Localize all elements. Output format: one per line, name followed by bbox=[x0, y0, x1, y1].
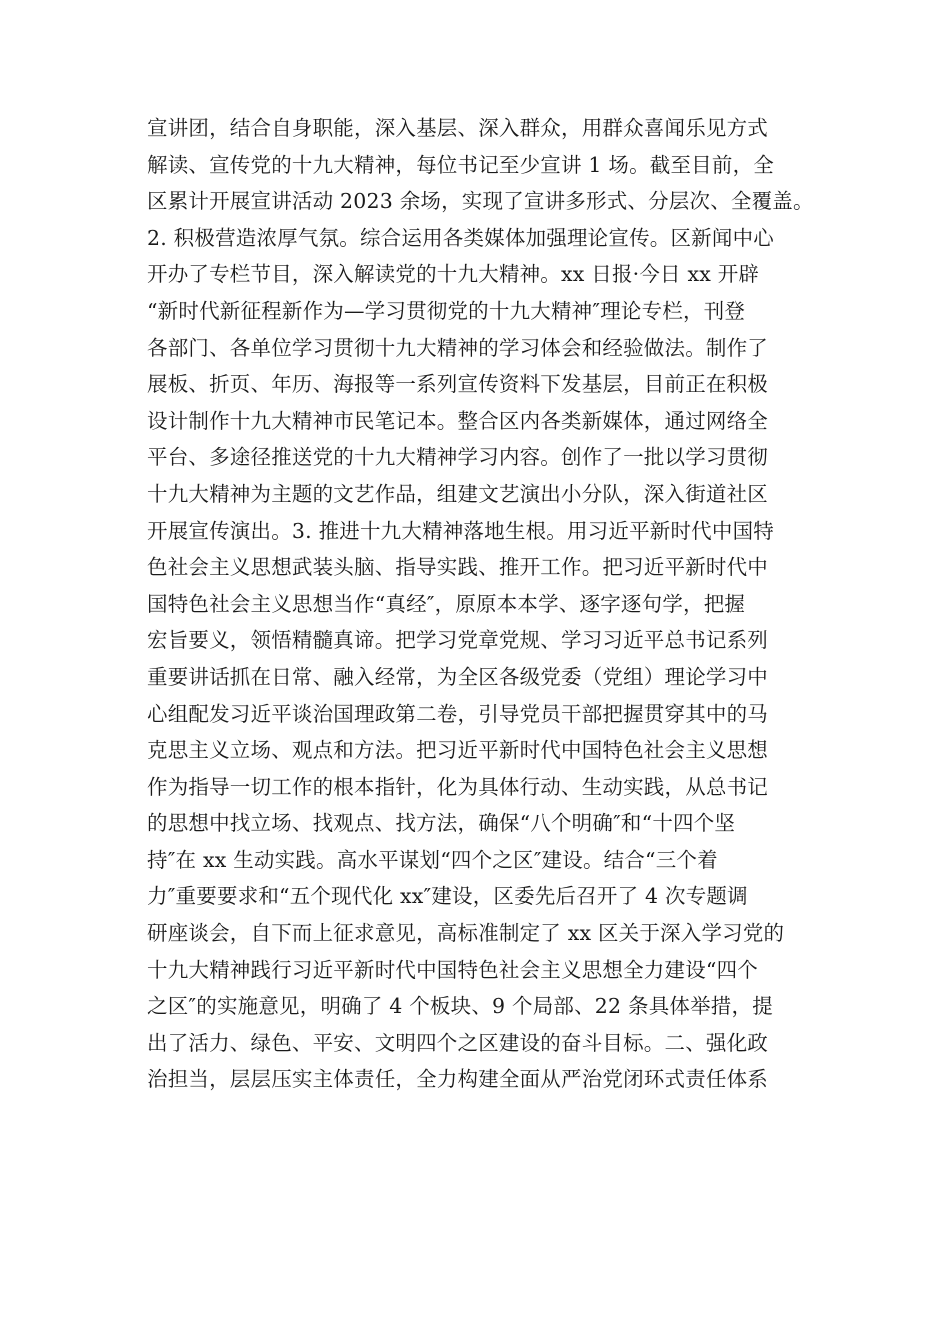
text-line: 国特色社会主义思想当作“真经″，原原本本学、逐字逐句学，把握 bbox=[147, 591, 746, 616]
text-line: 宏旨要义，领悟精髓真谛。把学习党章党规、学习习近平总书记系列 bbox=[147, 628, 768, 653]
text-line: 各部门、各单位学习贯彻十九大精神的学习体会和经验做法。制作了 bbox=[147, 335, 768, 360]
text-line: 区累计开展宣讲活动 2023 余场，实现了宣讲多形式、分层次、全覆盖。 bbox=[147, 189, 814, 214]
text-line: 十九大精神为主题的文艺作品，组建文艺演出小分队，深入街道社区 bbox=[147, 481, 768, 506]
text-line: 2. 积极营造浓厚气氛。综合运用各类媒体加强理论宣传。区新闻中心 bbox=[147, 225, 774, 250]
text-line: 平台、多途径推送党的十九大精神学习内容。创作了一批以学习贯彻 bbox=[147, 445, 768, 470]
text-line: 开办了专栏节目，深入解读党的十九大精神。xx 日报·今日 xx 开辟 bbox=[147, 262, 760, 287]
text-line: 重要讲话抓在日常、融入经常，为全区各级党委（党组）理论学习中 bbox=[147, 664, 768, 689]
text-line: 开展宣传演出。3. 推进十九大精神落地生根。用习近平新时代中国特 bbox=[147, 518, 774, 543]
text-line: 的思想中找立场、找观点、找方法，确保“八个明确″和“十四个坚 bbox=[147, 811, 736, 836]
text-line: 设计制作十九大精神市民笔记本。整合区内各类新媒体，通过网络全 bbox=[147, 408, 768, 433]
text-line: 克思主义立场、观点和方法。把习近平新时代中国特色社会主义思想 bbox=[147, 738, 768, 763]
text-line: “新时代新征程新作为—学习贯彻党的十九大精神″理论专栏，刊登 bbox=[147, 298, 746, 323]
text-line: 治担当，层层压实主体责任，全力构建全面从严治党闭环式责任体系 bbox=[147, 1067, 768, 1092]
text-line: 十九大精神践行习近平新时代中国特色社会主义思想全力建设“四个 bbox=[147, 957, 758, 982]
text-line: 心组配发习近平谈治国理政第二卷，引导党员干部把握贯穿其中的马 bbox=[147, 701, 768, 726]
text-line: 宣讲团，结合自身职能，深入基层、深入群众，用群众喜闻乐见方式 bbox=[147, 116, 768, 140]
text-line: 出了活力、绿色、平安、文明四个之区建设的奋斗目标。二、强化政 bbox=[147, 1030, 768, 1055]
text-line: 力″重要要求和“五个现代化 xx″建设，区委先后召开了 4 次专题调 bbox=[147, 884, 748, 909]
text-line: 之区″的实施意见，明确了 4 个板块、9 个局部、22 条具体举措，提 bbox=[147, 994, 773, 1019]
text-line: 解读、宣传党的十九大精神，每位书记至少宣讲 1 场。截至目前，全 bbox=[147, 152, 774, 177]
document-body bbox=[147, 110, 827, 1098]
text-line: 持″在 xx 生动实践。高水平谋划“四个之区″建设。结合“三个着 bbox=[147, 847, 718, 872]
text-line: 研座谈会，自下而上征求意见，高标准制定了 xx 区关于深入学习党的 bbox=[147, 921, 785, 946]
text-line: 作为指导一切工作的根本指针，化为具体行动、生动实践，从总书记 bbox=[147, 774, 768, 799]
text-line: 展板、折页、年历、海报等一系列宣传资料下发基层，目前正在积极 bbox=[147, 372, 768, 397]
text-line: 色社会主义思想武装头脑、指导实践、推开工作。把习近平新时代中 bbox=[147, 555, 768, 580]
